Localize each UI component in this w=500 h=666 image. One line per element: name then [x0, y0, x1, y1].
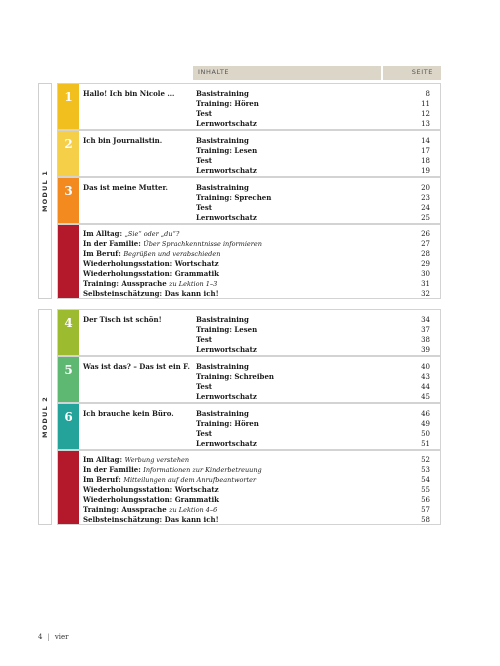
toc-label: Wiederholungsstation: Grammatik — [83, 495, 219, 504]
toc-row[interactable] — [196, 166, 430, 176]
toc-label: Im Alltag: — [83, 229, 123, 238]
toc-row[interactable] — [196, 419, 430, 429]
toc-page: 31 — [421, 280, 430, 288]
toc-detail: Informationen zur Kinderbetreuung — [143, 466, 262, 474]
toc-label: Test — [196, 109, 213, 118]
toc-page: 37 — [421, 326, 430, 334]
toc-row[interactable] — [196, 325, 430, 335]
toc-row[interactable] — [83, 259, 430, 269]
toc-row[interactable] — [196, 315, 430, 325]
toc-detail: Über Sprachkenntnisse informieren — [143, 240, 262, 248]
toc-page: 13 — [421, 120, 430, 128]
toc-row[interactable] — [196, 136, 430, 146]
toc-page: 55 — [421, 486, 430, 494]
toc-label: Im Alltag: — [83, 455, 123, 464]
toc-row[interactable] — [196, 119, 430, 129]
page-header-label: SEITE — [411, 68, 433, 76]
lesson-3[interactable] — [57, 177, 441, 224]
toc-page: 34 — [421, 316, 430, 324]
footer-separator: | — [47, 633, 50, 641]
toc-row[interactable] — [196, 183, 430, 193]
toc-row[interactable] — [83, 249, 430, 259]
toc-row[interactable] — [196, 429, 430, 439]
toc-label: Test — [196, 335, 213, 344]
toc-row[interactable] — [196, 193, 430, 203]
lesson-title: Der Tisch ist schön! — [83, 315, 162, 324]
toc-label: Test — [196, 156, 213, 165]
toc-page: 53 — [421, 466, 430, 474]
toc-row[interactable] — [83, 229, 430, 239]
toc-row[interactable] — [196, 409, 430, 419]
toc-page: 43 — [421, 373, 430, 381]
toc-page: 28 — [421, 250, 430, 258]
toc-row[interactable] — [83, 465, 430, 475]
lesson-number: 1 — [64, 90, 73, 104]
toc-row[interactable] — [196, 99, 430, 109]
toc-page: 29 — [421, 260, 430, 268]
toc-label: Training: Sprechen — [196, 193, 272, 202]
footer-page-word: vier — [54, 633, 69, 641]
toc-page: 19 — [421, 167, 430, 175]
toc-row[interactable] — [83, 485, 430, 495]
toc-row[interactable] — [196, 345, 430, 355]
toc-label: Test — [196, 203, 213, 212]
toc-label: Test — [196, 429, 213, 438]
lesson-title: Ich bin Journalistin. — [83, 136, 163, 145]
toc-page: 58 — [421, 516, 430, 524]
page-header — [383, 66, 441, 80]
toc-label: Training: Schreiben — [196, 372, 274, 381]
toc-detail: zu Lektion 1–3 — [169, 280, 218, 288]
extras-color-bar — [58, 225, 79, 298]
toc-page: 8 — [425, 90, 430, 98]
lesson-title: Das ist meine Mutter. — [83, 183, 168, 192]
toc-label: Lernwortschatz — [196, 213, 257, 222]
footer-page-number: 4 — [38, 633, 43, 641]
toc-label: Training: Hören — [196, 419, 259, 428]
toc-page: 20 — [421, 184, 430, 192]
toc-label: Selbsteinschätzung: Das kann ich! — [83, 289, 219, 298]
toc-row[interactable] — [196, 156, 430, 166]
toc-label: Basistraining — [196, 362, 249, 371]
toc-label: Training: Hören — [196, 99, 259, 108]
toc-page: 49 — [421, 420, 430, 428]
toc-row[interactable] — [196, 392, 430, 402]
toc-row[interactable] — [196, 382, 430, 392]
toc-detail: Begrüßen und verabschieden — [123, 250, 221, 258]
lesson-number: 4 — [64, 316, 73, 330]
toc-row[interactable] — [83, 239, 430, 249]
toc-label: Lernwortschatz — [196, 439, 257, 448]
toc-row[interactable] — [196, 89, 430, 99]
toc-label: In der Familie: — [83, 239, 141, 248]
toc-label: Lernwortschatz — [196, 166, 257, 175]
lesson-number: 2 — [64, 137, 73, 151]
extras-color-bar — [58, 451, 79, 524]
lesson-number: 6 — [64, 410, 73, 424]
toc-label: Training: Lesen — [196, 325, 258, 334]
module-1-side-label — [38, 83, 52, 299]
toc-label: Im Beruf: — [83, 249, 121, 258]
toc-row[interactable] — [196, 335, 430, 345]
module-1-label: MODUL 1 — [41, 170, 49, 212]
toc-page: 39 — [421, 346, 430, 354]
toc-label: Basistraining — [196, 409, 249, 418]
toc-row[interactable] — [196, 372, 430, 382]
toc-label: Selbsteinschätzung: Das kann ich! — [83, 515, 219, 524]
toc-row[interactable] — [196, 213, 430, 223]
toc-label: Lernwortschatz — [196, 119, 257, 128]
lesson-4[interactable] — [57, 309, 441, 356]
toc-label: Im Beruf: — [83, 475, 121, 484]
toc-page: 17 — [421, 147, 430, 155]
lesson-2[interactable] — [57, 130, 441, 177]
toc-page: 24 — [421, 204, 430, 212]
module-2-label: MODUL 2 — [41, 396, 49, 438]
toc-label: Basistraining — [196, 89, 249, 98]
lesson-6[interactable] — [57, 403, 441, 450]
toc-page: 12 — [421, 110, 430, 118]
toc-page: 38 — [421, 336, 430, 344]
toc-row[interactable] — [196, 362, 430, 372]
toc-page: 18 — [421, 157, 430, 165]
module-1-extras — [57, 224, 441, 299]
lesson-number: 3 — [64, 184, 73, 198]
toc-page: 26 — [421, 230, 430, 238]
lesson-title: Was ist das? – Das ist ein F. — [83, 362, 190, 371]
toc-row[interactable] — [83, 289, 430, 299]
toc-page: 54 — [421, 476, 430, 484]
toc-row[interactable] — [196, 203, 430, 213]
toc-row[interactable] — [83, 505, 430, 515]
toc-detail: Werbung verstehen — [124, 456, 190, 464]
toc-row[interactable] — [83, 515, 430, 525]
toc-row[interactable] — [196, 439, 430, 449]
toc-page: 51 — [421, 440, 430, 448]
toc-label: Wiederholungsstation: Grammatik — [83, 269, 219, 278]
lesson-title: Hallo! Ich bin Nicole … — [83, 89, 175, 98]
contents-header — [193, 66, 381, 80]
toc-page: 46 — [421, 410, 430, 418]
toc-page: 40 — [421, 363, 430, 371]
toc-page: 45 — [421, 393, 430, 401]
toc-page: 56 — [421, 496, 430, 504]
toc-page: 50 — [421, 430, 430, 438]
toc-label: Training: Aussprache — [83, 505, 167, 514]
toc-page: 30 — [421, 270, 430, 278]
toc-label: Basistraining — [196, 136, 249, 145]
module-2-extras — [57, 450, 441, 525]
toc-detail: „Sie“ oder „du“? — [124, 230, 180, 238]
toc-label: Basistraining — [196, 183, 249, 192]
toc-label: Lernwortschatz — [196, 345, 257, 354]
toc-page: 57 — [421, 506, 430, 514]
toc-label: Training: Aussprache — [83, 279, 167, 288]
page-footer — [38, 633, 69, 641]
toc-detail: Mitteilungen auf dem Anrufbeantworter — [123, 476, 257, 484]
toc-page: 11 — [421, 100, 430, 108]
toc-label: Test — [196, 382, 213, 391]
lesson-number: 5 — [64, 363, 73, 377]
module-2-side-label — [38, 309, 52, 525]
lesson-1[interactable] — [57, 83, 441, 130]
toc-label: In der Familie: — [83, 465, 141, 474]
toc-page: 23 — [421, 194, 430, 202]
toc-label: Wiederholungsstation: Wortschatz — [83, 259, 219, 268]
lesson-title: Ich brauche kein Büro. — [83, 409, 174, 418]
toc-row[interactable] — [83, 455, 430, 465]
toc-page: 27 — [421, 240, 430, 248]
lesson-5[interactable] — [57, 356, 441, 403]
toc-label: Training: Lesen — [196, 146, 258, 155]
toc-row[interactable] — [196, 109, 430, 119]
toc-detail: zu Lektion 4–6 — [169, 506, 218, 514]
toc-row[interactable] — [83, 269, 430, 279]
toc-page: 44 — [421, 383, 430, 391]
toc-label: Basistraining — [196, 315, 249, 324]
toc-label: Wiederholungsstation: Wortschatz — [83, 485, 219, 494]
toc-row[interactable] — [83, 475, 430, 485]
toc-page: 14 — [421, 137, 430, 145]
contents-header-label: INHALTE — [198, 68, 230, 76]
toc-page: 25 — [421, 214, 430, 222]
toc-row[interactable] — [83, 279, 430, 289]
toc-row[interactable] — [196, 146, 430, 156]
toc-page: 32 — [421, 290, 430, 298]
toc-label: Lernwortschatz — [196, 392, 257, 401]
toc-page: 52 — [421, 456, 430, 464]
toc-row[interactable] — [83, 495, 430, 505]
